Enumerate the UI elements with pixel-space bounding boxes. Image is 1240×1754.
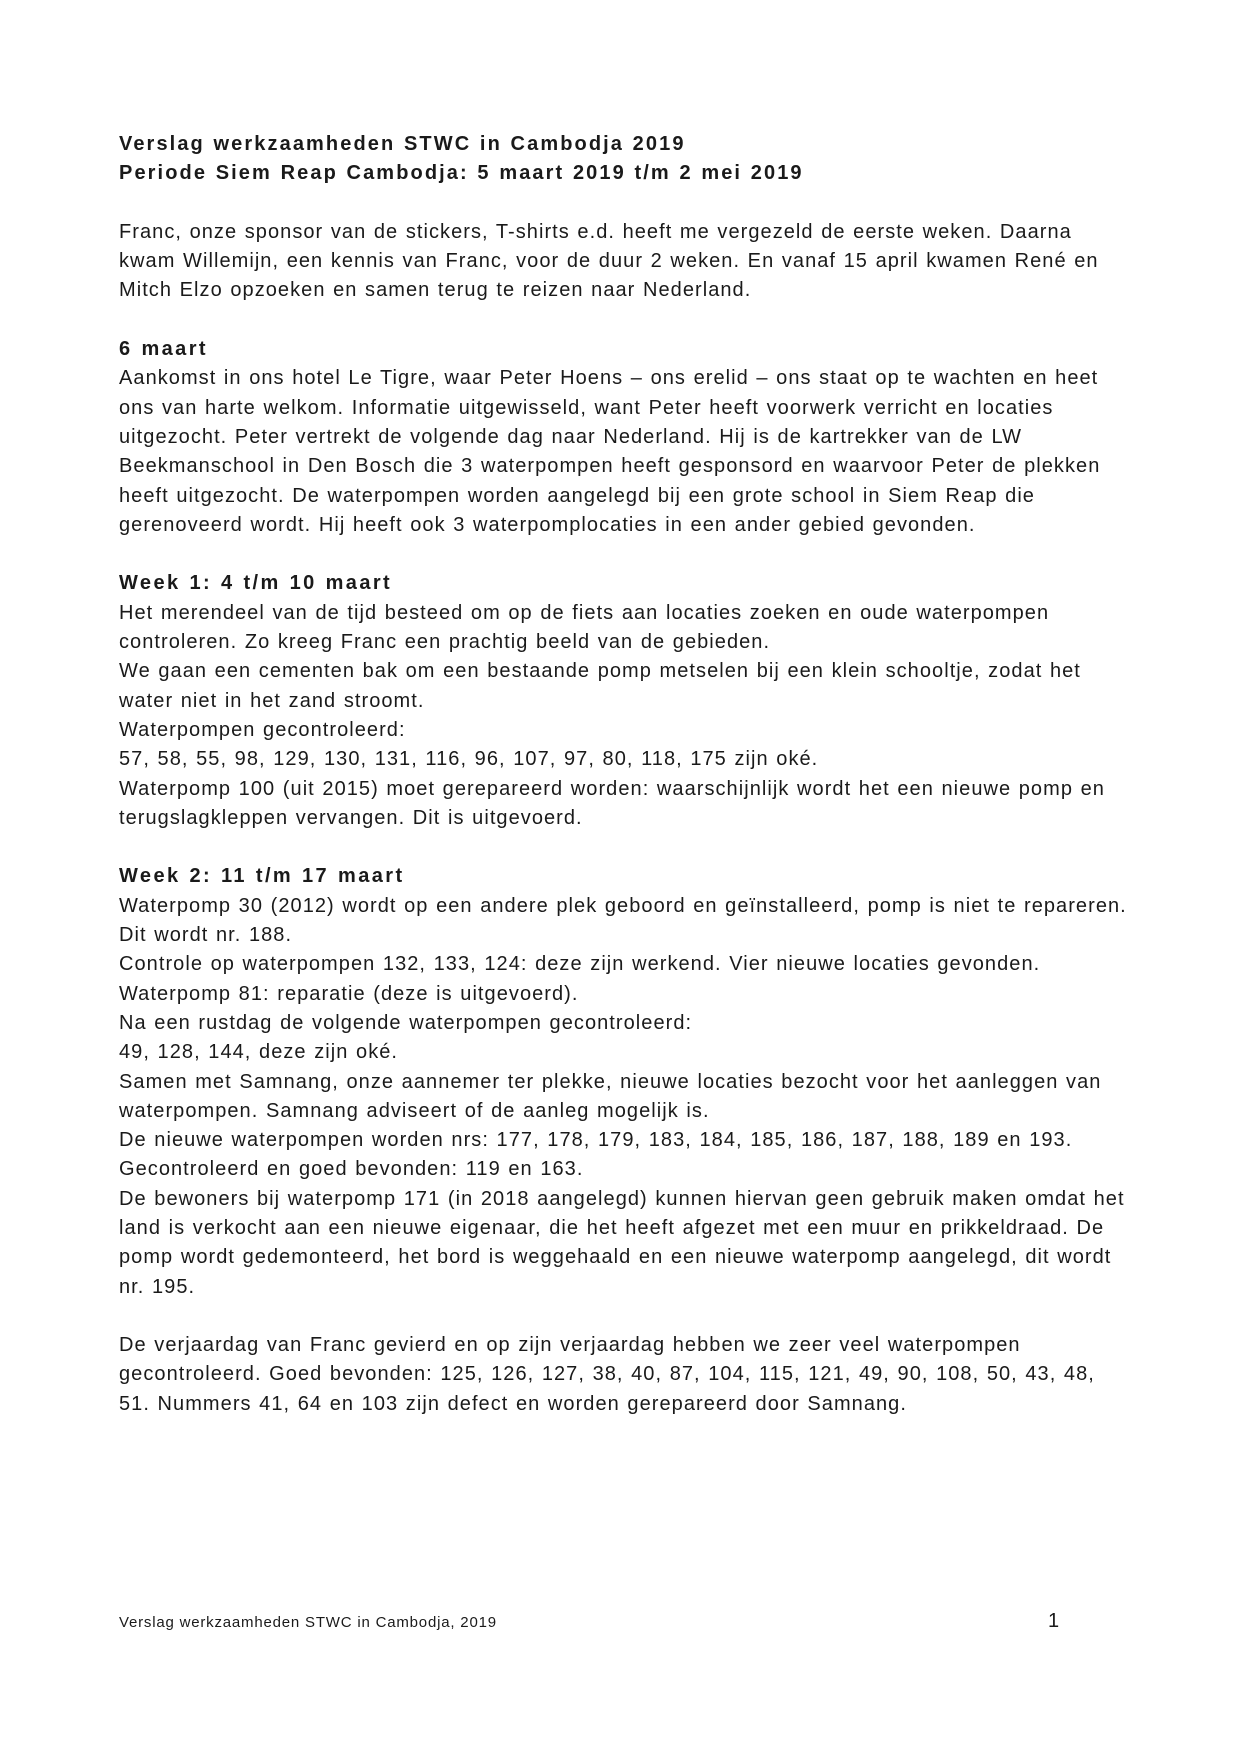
section-week-2 xyxy=(119,862,1129,1301)
section-text-line: Het merendeel van de tijd besteed om op de fiets aan locaties zoeken en oude waterpompen controleren. Zo kreeg Franc een prachtig beeld van de gebieden. xyxy=(119,601,1050,654)
title-line-1: Verslag werkzaamheden STWC in Cambodja 2019 xyxy=(119,133,686,155)
page-footer: Verslag werkzaamheden STWC in Cambodja, 2019 xyxy=(119,1614,497,1631)
section-text-line: Aankomst in ons hotel Le Tigre, waar Peter Hoens – ons erelid – ons staat op te wachten en heet ons van harte welkom. Informatie uitgewisseld, want Peter heeft voorwerk verricht en locaties uitgezocht. Peter vertrekt de volgende dag naar Nederland. Hij is de kartrekker van de LW Beekmanschool in Den Bosch die 3 waterpompen heeft gesponsord en waarvoor Peter de plekken heeft uitgezocht. De waterpompen worden aangelegd bij een grote school in Siem Reap die gerenoveerd wordt. Hij heeft ook 3 waterpomplocaties in een ander gebied gevonden. xyxy=(119,367,1101,536)
section-text-line: De nieuwe waterpompen worden nrs: 177, 178, 179, 183, 184, 185, 186, 187, 188, 189 en 193. xyxy=(119,1129,1073,1152)
section-text-line: 49, 128, 144, deze zijn oké. xyxy=(119,1041,399,1064)
section-6-maart xyxy=(119,335,1129,540)
document-title xyxy=(119,130,1129,189)
intro-paragraph: Franc, onze sponsor van de stickers, T-shirts e.d. heeft me vergezeld de eerste weken. Daarna kwam Willemijn, een kennis van Franc, voor de duur 2 weken. En vanaf 15 april kwamen René en Mitch Elzo opzoeken en samen terug te reizen naar Nederland. xyxy=(119,220,1099,302)
section-text-line: Waterpomp 30 (2012) wordt op een andere plek geboord en geïnstalleerd, pomp is niet te repareren. Dit wordt nr. 188. xyxy=(119,894,1127,947)
section-text-line: Samen met Samnang, onze aannemer ter plekke, nieuwe locaties bezocht voor het aanleggen van waterpompen. Samnang adviseert of de aanleg mogelijk is. xyxy=(119,1070,1102,1122)
closing-paragraph: De verjaardag van Franc gevierd en op zijn verjaardag hebben we zeer veel waterpompen gecontroleerd. Goed bevonden: 125, 126, 127, 38, 40, 87, 104, 115, 121, 49, 90, 108, 50, 43, 48, 51. Nummers 41, 64 en 103 zijn defect en worden gerepareerd door Samnang. xyxy=(119,1334,1095,1415)
page-number: 1 xyxy=(1048,1610,1060,1632)
section-heading: Week 1: 4 t/m 10 maart xyxy=(119,572,393,595)
section-text-line: Controle op waterpompen 132, 133, 124: deze zijn werkend. Vier nieuwe locaties gevonden. xyxy=(119,953,1041,976)
section-text-line: De bewoners bij waterpomp 171 (in 2018 aangelegd) kunnen hiervan geen gebruik maken omdat het land is verkocht aan een nieuwe eigenaar, die het heeft afgezet met een muur en prikkeldraad. De pomp wordt gedemonteerd, het bord is weggehaald en een nieuwe waterpomp aangelegd, dit wordt nr. 195. xyxy=(119,1187,1125,1298)
section-text-line: Na een rustdag de volgende waterpompen gecontroleerd: xyxy=(119,1011,693,1034)
section-text-line: We gaan een cementen bak om een bestaande pomp metselen bij een klein schooltje, zodat het water niet in het zand stroomt. xyxy=(119,660,1081,712)
section-text-line: 57, 58, 55, 98, 129, 130, 131, 116, 96, 107, 97, 80, 118, 175 zijn oké. xyxy=(119,748,819,771)
section-heading: 6 maart xyxy=(119,338,208,361)
section-text-line: Waterpompen gecontroleerd: xyxy=(119,718,406,741)
document-body xyxy=(119,130,1129,1448)
title-line-2: Periode Siem Reap Cambodja: 5 maart 2019 t/m 2 mei 2019 xyxy=(119,162,804,185)
section-text-line: Waterpomp 100 (uit 2015) moet gerepareerd worden: waarschijnlijk wordt het een nieuwe pomp en terugslagkleppen vervangen. Dit is uitgevoerd. xyxy=(119,777,1105,829)
section-week-1 xyxy=(119,569,1129,833)
section-heading: Week 2: 11 t/m 17 maart xyxy=(119,865,405,888)
section-text-line: Gecontroleerd en goed bevonden: 119 en 163. xyxy=(119,1158,584,1181)
section-text-line: Waterpomp 81: reparatie (deze is uitgevoerd). xyxy=(119,982,579,1005)
